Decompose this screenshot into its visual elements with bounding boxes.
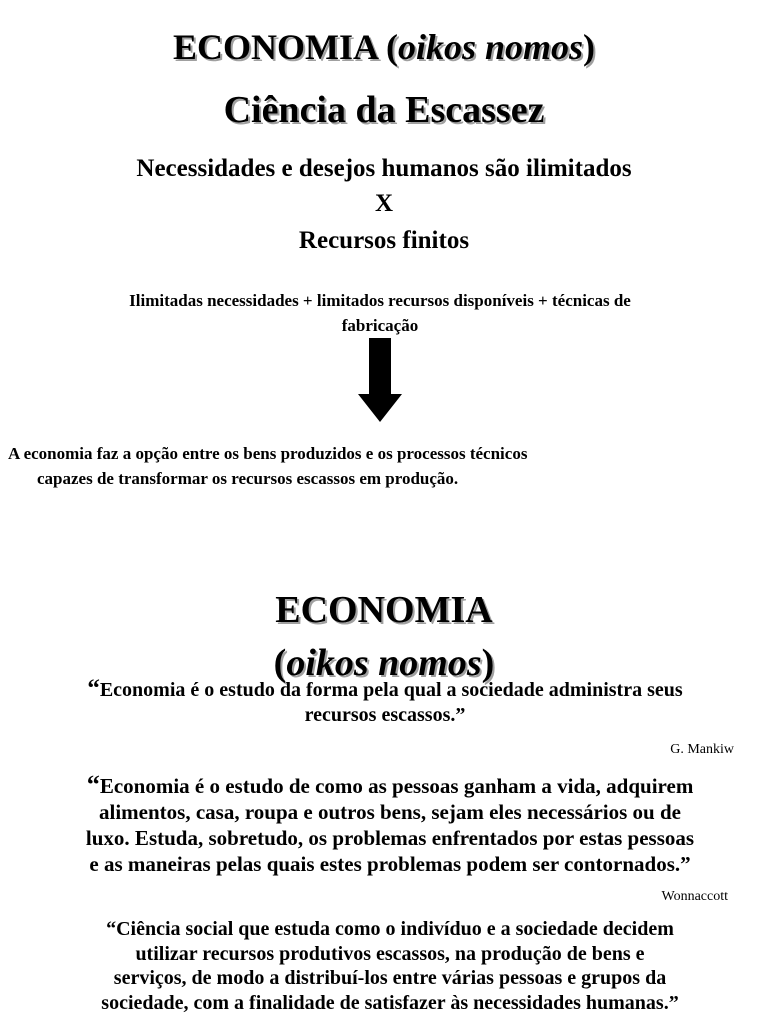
open-quote-mark: “ [106,918,117,940]
quote-line: Economia é o estudo de como as pessoas ganham a vida, adquirem [99,774,694,798]
close-quote-mark: ” [455,704,466,726]
quote-line: Ciência social que estuda como o indivíduo e a sociedade decidem [116,918,674,940]
formula-text [30,288,730,338]
versus-mark: X [374,190,394,217]
resources-line: Recursos finitos [298,227,470,254]
quote-social-science [40,917,740,1015]
close-paren: ) [481,642,495,684]
needs-line: Necessidades e desejos humanos são ilimitados [136,155,632,182]
quote-line: luxo. Estuda, sobretudo, os problemas enfrentados por estas pessoas [85,826,695,850]
quote-line: recursos escassos. [304,704,456,726]
close-quote-mark: ” [680,852,691,876]
economy-choice-text [8,441,748,491]
open-paren: ( [273,642,287,684]
quote-line: Economia é o estudo da forma pela qual a sociedade administra seus [99,679,683,701]
quote-line: e as maneiras pelas quais estes problemas podem ser contornados. [89,852,681,876]
choice-line-2: capazes de transformar os recursos escassos em produção. [37,469,459,488]
quote-line: utilizar recursos produtivos escassos, na produção de bens e [135,942,645,965]
formula-line-2: fabricação [341,316,419,335]
subtitle: Ciência da Escassez [223,89,545,131]
title-italic-text: oikos nomos [397,27,584,67]
open-quote-mark: “ [87,675,100,702]
quote-wonnaccott [40,770,740,877]
page-title [0,26,768,68]
title-main-text: ECONOMIA ( [172,27,398,67]
subtitle-italic-text: oikos nomos [286,642,482,684]
quote-line: serviços, de modo a distribuí-los entre várias pessoas e grupos da [113,967,667,989]
section-title: ECONOMIA [275,589,493,631]
quote-mankiw [30,675,740,728]
choice-line-1: A economia faz a opção entre os bens produzidos e os processos técnicos [8,444,528,463]
quote-author: G. Mankiw [670,742,734,757]
quote-line: alimentos, casa, roupa e outros bens, sejam eles necessários ou de [99,800,681,824]
formula-line-1: Ilimitadas necessidades + limitados recursos disponíveis + técnicas de [129,291,631,310]
title-close-paren: ) [583,27,596,67]
quote-author: Wonnaccott [661,889,728,904]
close-quote-mark: ” [668,991,679,1014]
down-arrow-icon [358,338,402,422]
quote-line: sociedade, com a finalidade de satisfazer às necessidades humanas. [101,991,669,1014]
open-quote-mark: “ [86,770,100,799]
